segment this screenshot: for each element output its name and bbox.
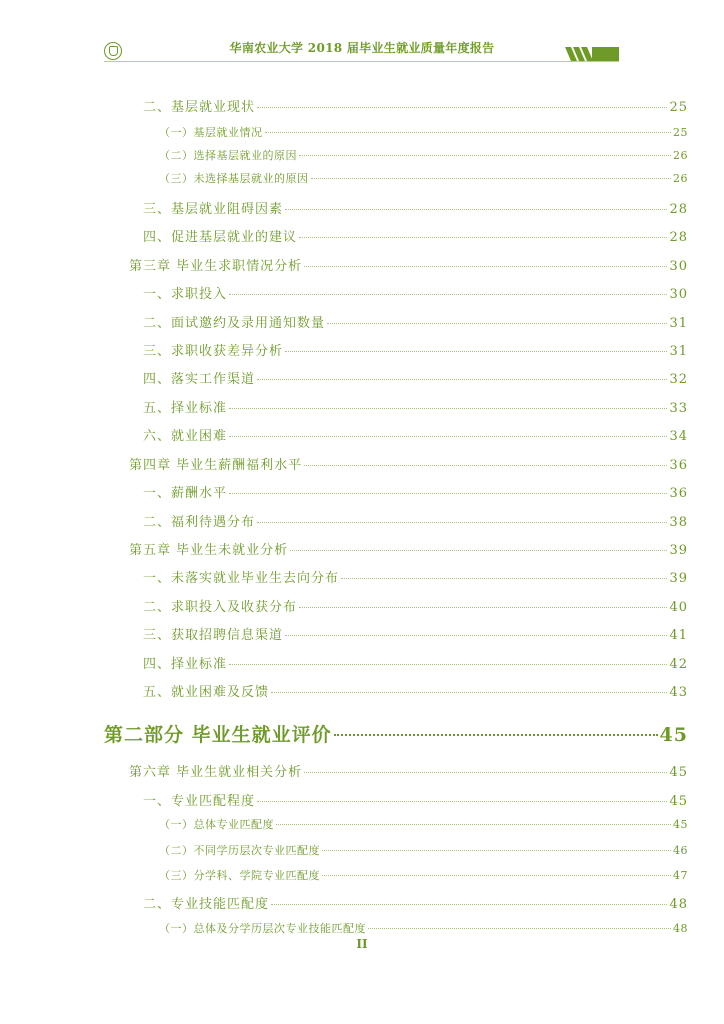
toc-entry-title: 四、促进基层就业的建议 — [143, 230, 298, 245]
toc-chapter-entry[interactable] — [129, 761, 688, 780]
toc-entry-title: 一、专业匹配程度 — [143, 794, 256, 809]
toc-page-number: 39 — [669, 543, 688, 558]
toc-entry-title: 二、面试邀约及录用通知数量 — [143, 316, 326, 331]
toc-leader-dots — [299, 155, 671, 156]
toc-entry[interactable] — [143, 198, 688, 217]
toc-leader-dots — [334, 734, 658, 736]
toc-leader-dots — [285, 209, 667, 210]
toc-leader-dots — [285, 635, 667, 636]
toc-entry-title: （三）未选择基层就业的原因 — [159, 172, 309, 185]
toc-chapter-entry[interactable] — [129, 539, 688, 558]
toc-entry-title: 三、获取招聘信息渠道 — [143, 628, 284, 643]
toc-page-number: 28 — [669, 230, 688, 245]
toc-leader-dots — [229, 493, 667, 494]
toc-entry[interactable] — [143, 425, 688, 444]
toc-entry[interactable] — [159, 842, 688, 858]
toc-entry-title: 二、基层就业现状 — [143, 100, 256, 115]
toc-page-number: 26 — [673, 172, 688, 185]
toc-page-number: 38 — [669, 515, 688, 530]
toc-entry[interactable] — [143, 653, 688, 672]
toc-entry-title: （二）不同学历层次专业匹配度 — [159, 844, 320, 857]
toc-page-number: 42 — [669, 657, 688, 672]
toc-page-number: 28 — [669, 202, 688, 217]
toc-page-number: 36 — [669, 458, 688, 473]
toc-page-number: 45 — [673, 818, 688, 831]
toc-leader-dots — [229, 408, 667, 409]
toc-leader-dots — [257, 107, 667, 108]
toc-entry-title: （一）总体专业匹配度 — [159, 818, 274, 831]
toc-entry-title: 四、落实工作渠道 — [143, 372, 256, 387]
toc-leader-dots — [285, 351, 667, 352]
toc-entry-title: 二、求职投入及收获分布 — [143, 600, 298, 615]
toc-leader-dots — [327, 323, 667, 324]
toc-page-number: 25 — [669, 100, 688, 115]
toc-leader-dots — [229, 664, 667, 665]
toc-page-number: 39 — [669, 571, 688, 586]
toc-entry[interactable] — [143, 397, 688, 416]
toc-entry[interactable] — [143, 340, 688, 359]
toc-leader-dots — [257, 522, 667, 523]
toc-page-number: 25 — [673, 126, 688, 139]
toc-entry[interactable] — [143, 226, 688, 245]
toc-entry[interactable] — [143, 790, 688, 809]
toc-entry[interactable] — [143, 283, 688, 302]
toc-entry[interactable] — [143, 681, 688, 700]
toc-entry[interactable] — [159, 147, 688, 163]
toc-page-number: 43 — [669, 685, 688, 700]
toc-entry[interactable] — [143, 96, 688, 115]
toc-page-number: 48 — [669, 897, 688, 912]
toc-part-entry[interactable] — [104, 720, 688, 747]
toc-leader-dots — [304, 465, 667, 466]
toc-page-number: 45 — [659, 724, 688, 746]
toc-entry[interactable] — [143, 893, 688, 912]
toc-entry-title: 五、就业困难及反馈 — [143, 685, 270, 700]
toc-entry[interactable] — [159, 124, 688, 140]
toc-leader-dots — [304, 772, 667, 773]
header-title: 华南农业大学 2018 届毕业生就业质量年度报告 — [229, 41, 495, 55]
toc-entry-title: 三、基层就业阻碍因素 — [143, 202, 284, 217]
toc-leader-dots — [229, 436, 667, 437]
toc-leader-dots — [271, 904, 667, 905]
toc-entry[interactable] — [159, 920, 688, 936]
toc-page-number: 31 — [669, 344, 688, 359]
toc-leader-dots — [322, 875, 671, 876]
toc-leader-dots — [229, 294, 667, 295]
toc-chapter-entry[interactable] — [129, 454, 688, 473]
toc-leader-dots — [341, 578, 667, 579]
toc-entry-title: 三、求职收获差异分析 — [143, 344, 284, 359]
toc-entry-title: 第四章 毕业生薪酬福利水平 — [129, 458, 303, 473]
toc-entry[interactable] — [143, 482, 688, 501]
toc-entry-title: 二、专业技能匹配度 — [143, 897, 270, 912]
toc-entry-title: 第六章 毕业生就业相关分析 — [129, 765, 303, 780]
page-header — [0, 0, 724, 70]
header-stripes-decoration — [565, 47, 619, 61]
toc-entry-title: 二、福利待遇分布 — [143, 515, 256, 530]
toc-leader-dots — [271, 692, 667, 693]
toc-entry-title: 四、择业标准 — [143, 657, 228, 672]
toc-entry-title: 第二部分 毕业生就业评价 — [104, 724, 332, 746]
toc-page-number: 34 — [669, 429, 688, 444]
toc-entry[interactable] — [143, 312, 688, 331]
toc-page-number: 47 — [673, 869, 688, 882]
toc-leader-dots — [265, 132, 672, 133]
toc-page-number: 31 — [669, 316, 688, 331]
toc-page-number: 46 — [673, 844, 688, 857]
toc-entry-title: 第三章 毕业生求职情况分析 — [129, 259, 303, 274]
page-number: II — [356, 937, 368, 951]
toc-leader-dots — [299, 607, 667, 608]
toc-leader-dots — [304, 266, 667, 267]
toc-entry-title: （一）总体及分学历层次专业技能匹配度 — [159, 922, 366, 935]
toc-entry[interactable] — [143, 567, 688, 586]
toc-entry[interactable] — [143, 624, 688, 643]
toc-entry-title: 六、就业困难 — [143, 429, 228, 444]
toc-page-number: 48 — [673, 922, 688, 935]
toc-entry[interactable] — [143, 511, 688, 530]
toc-page-number: 45 — [669, 794, 688, 809]
toc-entry[interactable] — [159, 170, 688, 186]
header-divider — [104, 61, 619, 62]
toc-page-number: 36 — [669, 486, 688, 501]
toc-entry-title: 第五章 毕业生未就业分析 — [129, 543, 289, 558]
toc-page-number: 30 — [669, 287, 688, 302]
toc-leader-dots — [322, 850, 671, 851]
toc-page-number: 30 — [669, 259, 688, 274]
toc-entry-title: （一）基层就业情况 — [159, 126, 263, 139]
toc-leader-dots — [368, 928, 671, 929]
toc-page-number: 32 — [669, 372, 688, 387]
toc-entry[interactable] — [143, 596, 688, 615]
toc-page-number: 40 — [669, 600, 688, 615]
toc-entry-title: 一、薪酬水平 — [143, 486, 228, 501]
toc-leader-dots — [257, 379, 667, 380]
toc-entry-title: （二）选择基层就业的原因 — [159, 149, 297, 162]
toc-page-number: 41 — [669, 628, 688, 643]
toc-leader-dots — [311, 178, 672, 179]
toc-entry-title: （三）分学科、学院专业匹配度 — [159, 869, 320, 882]
toc-page-number: 45 — [669, 765, 688, 780]
toc-entry[interactable] — [159, 816, 688, 832]
toc-leader-dots — [299, 237, 667, 238]
toc-leader-dots — [276, 824, 671, 825]
toc-page-number: 26 — [673, 149, 688, 162]
toc-entry[interactable] — [143, 368, 688, 387]
toc-entry-title: 五、择业标准 — [143, 401, 228, 416]
toc-entry-title: 一、未落实就业毕业生去向分布 — [143, 571, 340, 586]
toc-leader-dots — [290, 550, 667, 551]
toc-entry-title: 一、求职投入 — [143, 287, 228, 302]
toc-page-number: 33 — [669, 401, 688, 416]
toc-chapter-entry[interactable] — [129, 255, 688, 274]
toc-leader-dots — [257, 801, 667, 802]
toc-entry[interactable] — [159, 867, 688, 883]
